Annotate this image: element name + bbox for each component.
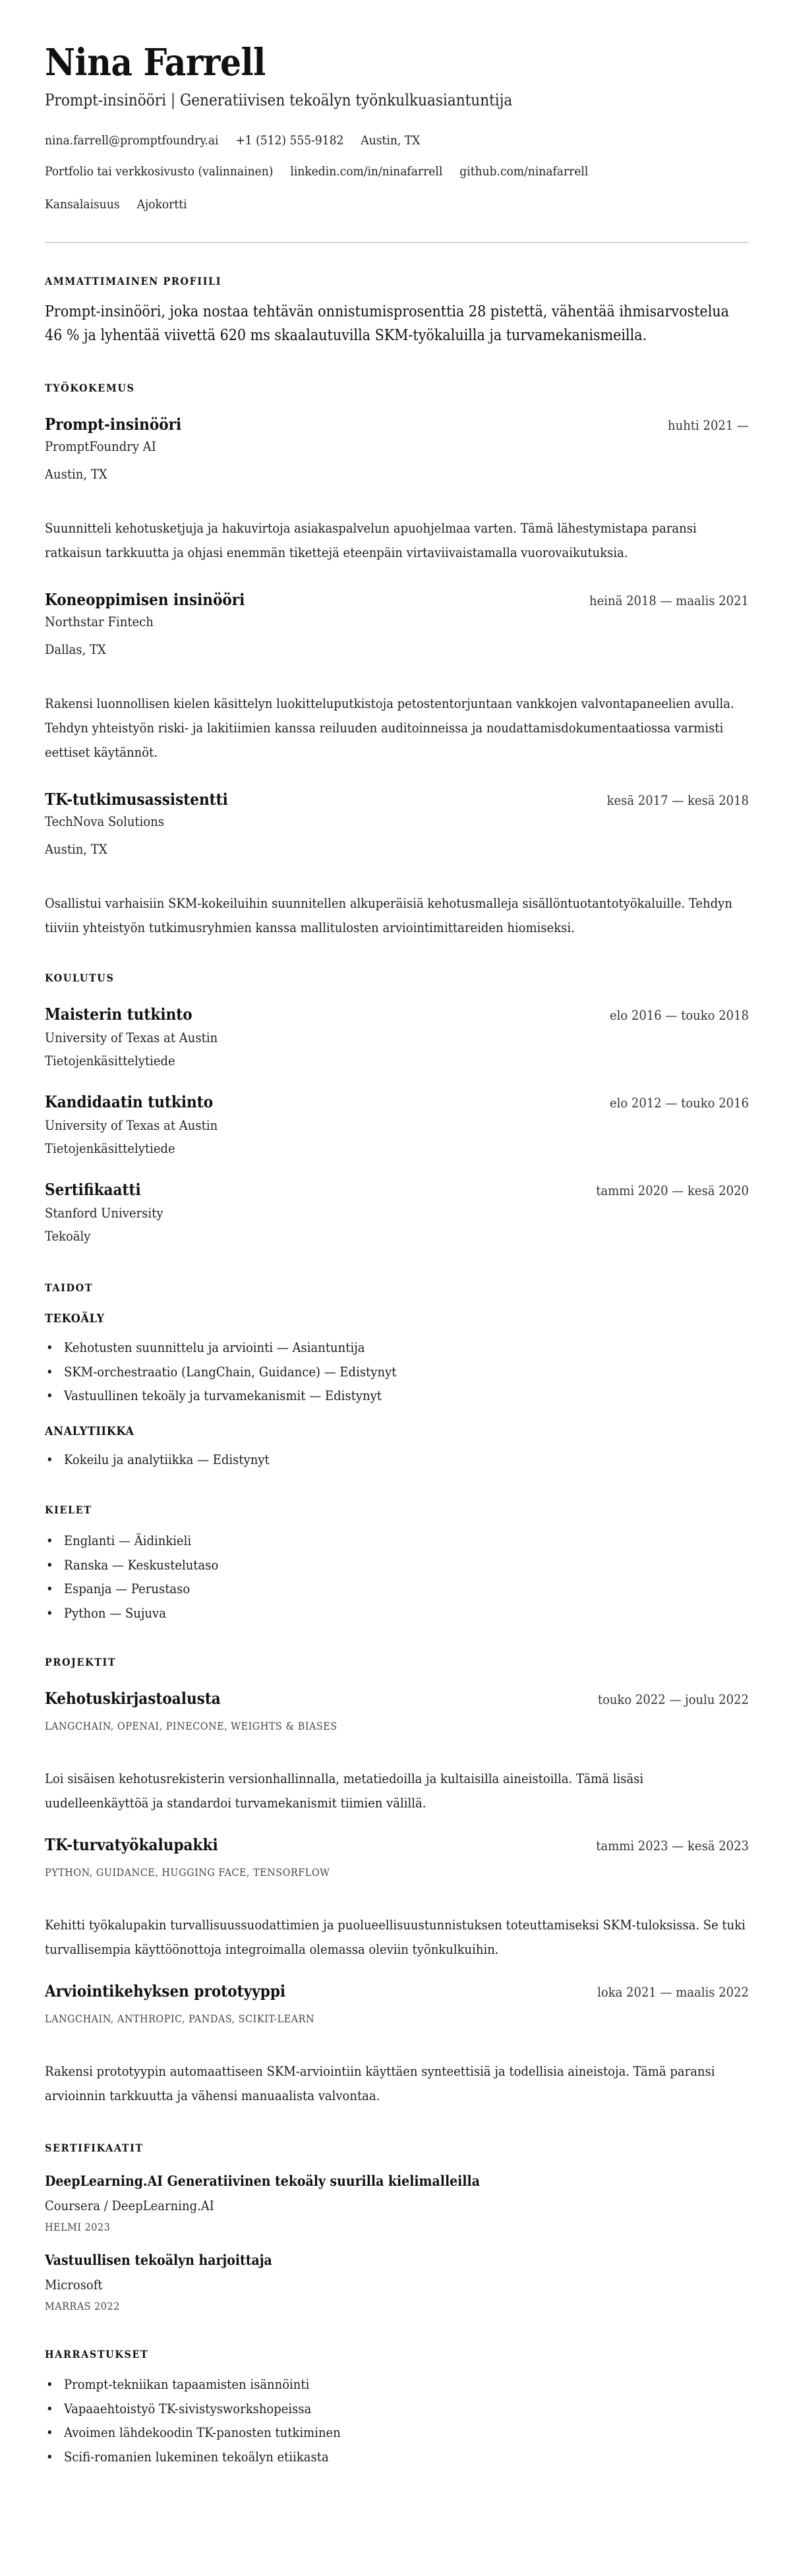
education-header — [45, 1092, 749, 1113]
education-dates: elo 2016 — touko 2018 — [609, 1007, 749, 1023]
certification-entry — [45, 2171, 749, 2235]
certification-date: MARRAS 2022 — [45, 2300, 120, 2312]
language-item: • Espanja — Perustaso — [45, 1577, 749, 1601]
drivers-license: Ajokortti — [136, 197, 187, 212]
project-tech-stack: PYTHON, GUIDANCE, HUGGING FACE, TENSORFLOW — [45, 1866, 330, 1879]
skill-item: • Kehotusten suunnittelu ja arviointi — Asiantuntija — [45, 1335, 749, 1360]
candidate-headline: Prompt-insinööri | Generatiivisen tekoälyn työnkulkuasiantuntija — [45, 91, 513, 109]
github-link[interactable]: github.com/ninafarrell — [459, 164, 589, 179]
certification-date: HELMI 2023 — [45, 2221, 111, 2233]
certifications-list — [45, 2171, 749, 2314]
project-entry — [45, 1688, 749, 1815]
certification-issuer: Coursera / DeepLearning.AI — [45, 2198, 214, 2213]
certification-issuer: Microsoft — [45, 2277, 103, 2293]
project-header — [45, 1981, 749, 2002]
education-entry — [45, 1004, 749, 1072]
section-heading-certifications: SERTIFIKAATIT — [45, 2142, 144, 2154]
language-item: • Python — Sujuva — [45, 1601, 749, 1625]
job-entry — [45, 789, 749, 940]
project-entry — [45, 1981, 749, 2108]
hobby-item: • Scifi-romanien lukeminen tekoälyn etiikasta — [45, 2445, 749, 2469]
skill-item: • Kokeilu ja analytiikka — Edistynyt — [45, 1448, 749, 1472]
job-description: Rakensi luonnollisen kielen käsittelyn luokitteluputkistoja petostentorjuntaan vankkojen valvontapaneelien avulla. Tehdyn yhteistyön riski- ja lakitiimien kanssa reiluuden auditoinneissa ja noudattamisdokumentaatiossa varmisti eettiset käytännöt. — [45, 695, 734, 760]
job-location: Dallas, TX — [45, 641, 106, 657]
job-entry — [45, 589, 749, 765]
education-dates: tammi 2020 — kesä 2020 — [596, 1183, 749, 1198]
project-title: Kehotuskirjastoalusta — [45, 1689, 221, 1708]
location: Austin, TX — [361, 133, 421, 148]
language-item: • Ranska — Keskustelutaso — [45, 1553, 749, 1577]
education-header — [45, 1179, 749, 1200]
project-entry — [45, 1834, 749, 1962]
project-description: Loi sisäisen kehotusrekisterin versionhallinnalla, metatiedoilla ja kultaisilla aineistoilla. Tämä lisäsi uudelleenkäyttöä ja standardoi turvamekanismit tiimien välillä. — [45, 1771, 644, 1811]
field-of-study: Tietojenkäsittelytiede — [45, 1053, 175, 1068]
section-heading-profile: AMMATTIMAINEN PROFIILI — [45, 275, 222, 287]
phone-number[interactable]: +1 (512) 555-9182 — [235, 133, 344, 148]
certification-title: Vastuullisen tekoälyn harjoittaja — [45, 2252, 272, 2268]
project-tech-stack: LANGCHAIN, OPENAI, PINECONE, WEIGHTS & BIASES — [45, 1720, 337, 1732]
resume-page — [0, 42, 791, 2508]
job-dates: huhti 2021 — — [668, 417, 749, 433]
section-heading-projects: PROJEKTIT — [45, 1656, 117, 1668]
degree-title: Maisterin tutkinto — [45, 1005, 192, 1024]
institution: University of Texas at Austin — [45, 1117, 218, 1133]
job-dates: kesä 2017 — kesä 2018 — [606, 792, 749, 808]
institution: University of Texas at Austin — [45, 1030, 218, 1045]
job-entry — [45, 414, 749, 565]
skill-item: • SKM-orchestraatio (LangChain, Guidance) — Edistynyt — [45, 1360, 749, 1384]
degree-title: Sertifikaatti — [45, 1180, 141, 1199]
section-heading-skills: TAIDOT — [45, 1281, 94, 1294]
job-header — [45, 789, 749, 810]
skill-category-heading: ANALYTIIKKA — [45, 1424, 134, 1438]
project-header — [45, 1834, 749, 1856]
linkedin-link[interactable]: linkedin.com/in/ninafarrell — [290, 164, 443, 179]
section-heading-hobbies: HARRASTUKSET — [45, 2348, 149, 2360]
project-description: Rakensi prototyypin automaattiseen SKM-arviointiin käyttäen synteettisiä ja todellisia aineistoja. Tämä paransi arvioinnin tarkkuutta ja vähensi manuaalista valvontaa. — [45, 2063, 715, 2103]
languages-list — [45, 1529, 749, 1625]
education-list — [45, 1004, 749, 1248]
header-divider — [45, 242, 749, 243]
job-location: Austin, TX — [45, 841, 107, 857]
projects-list — [45, 1688, 749, 2108]
job-description: Osallistui varhaisiin SKM-kokeiluihin suunnitellen alkuperäisiä kehotusmalleja sisällöntuotantotyökaluille. Tehdyn tiiviin yhteistyön tutkimusryhmien kanssa mallitulosten arviointimittareiden hiomiseksi. — [45, 895, 732, 935]
job-header — [45, 414, 749, 435]
project-dates: touko 2022 — joulu 2022 — [597, 1691, 749, 1707]
field-of-study: Tietojenkäsittelytiede — [45, 1140, 175, 1156]
hobby-item: • Prompt-tekniikan tapaamisten isännöinti — [45, 2372, 749, 2397]
skills-list — [45, 1311, 749, 1471]
job-title: Prompt-insinööri — [45, 415, 182, 434]
job-company: PromptFoundry AI — [45, 438, 156, 454]
skill-list — [45, 1335, 749, 1408]
project-description: Kehitti työkalupakin turvallisuussuodattimien ja puolueellisuustunnistuksen toteuttamiseksi SKM-tuloksissa. Se tuki turvallisempia käyttöönottoja integroimalla olemassa oleviin työnkulkuihin. — [45, 1917, 746, 1957]
section-heading-experience: TYÖKOKEMUS — [45, 382, 135, 394]
certification-entry — [45, 2250, 749, 2314]
links-row — [45, 161, 749, 181]
hobby-item: • Avoimen lähdekoodin TK-panosten tutkiminen — [45, 2420, 749, 2445]
job-title: TK-tutkimusassistentti — [45, 790, 228, 809]
institution: Stanford University — [45, 1205, 163, 1221]
job-company: Northstar Fintech — [45, 614, 154, 629]
portfolio-link[interactable]: Portfolio tai verkkosivusto (valinnainen) — [45, 164, 274, 179]
job-title: Koneoppimisen insinööri — [45, 590, 245, 609]
degree-title: Kandidaatin tutkinto — [45, 1092, 214, 1111]
education-header — [45, 1004, 749, 1025]
job-dates: heinä 2018 — maalis 2021 — [589, 593, 749, 608]
section-heading-education: KOULUTUS — [45, 972, 115, 984]
education-entry — [45, 1179, 749, 1248]
hobby-item: • Vapaaehtoistyö TK-sivistysworkshopeissa — [45, 2397, 749, 2421]
project-header — [45, 1688, 749, 1709]
experience-list — [45, 414, 749, 940]
job-description: Suunnitteli kehotusketjuja ja hakuvirtoja asiakaspalvelun apuohjelmaa varten. Tämä lähestymistapa paransi ratkaisun tarkkuutta ja ohjasi enemmän tikettejä eteenpäin virtaviivaistamalla vuorovaikutuksia. — [45, 520, 697, 560]
education-entry — [45, 1092, 749, 1160]
skill-list — [45, 1448, 749, 1472]
project-title: Arviointikehyksen prototyyppi — [45, 1981, 286, 2001]
job-company: TechNova Solutions — [45, 813, 165, 829]
citizenship: Kansalaisuus — [45, 197, 120, 212]
skill-category-heading: TEKOÄLY — [45, 1312, 105, 1326]
education-dates: elo 2012 — touko 2016 — [609, 1095, 749, 1111]
field-of-study: Tekoäly — [45, 1228, 91, 1244]
project-dates: loka 2021 — maalis 2022 — [597, 1984, 749, 2000]
project-title: TK-turvatyökalupakki — [45, 1835, 218, 1854]
extra-info-row — [45, 194, 749, 214]
language-item: • Englanti — Äidinkieli — [45, 1529, 749, 1553]
skill-item: • Vastuullinen tekoäly ja turvamekanismit — Edistynyt — [45, 1384, 749, 1408]
email-link[interactable]: nina.farrell@promptfoundry.ai — [45, 133, 219, 148]
job-location: Austin, TX — [45, 466, 107, 482]
project-tech-stack: LANGCHAIN, ANTHROPIC, PANDAS, SCIKIT-LEARN — [45, 2012, 315, 2025]
job-header — [45, 589, 749, 610]
candidate-name: Nina Farrell — [45, 41, 266, 84]
hobbies-list — [45, 2372, 749, 2469]
project-dates: tammi 2023 — kesä 2023 — [596, 1838, 749, 1854]
certification-title: DeepLearning.AI Generatiivinen tekoäly suurilla kielimalleilla — [45, 2173, 480, 2189]
section-heading-languages: KIELET — [45, 1504, 92, 1516]
profile-summary: Prompt-insinööri, joka nostaa tehtävän onnistumisprosenttia 28 pistettä, vähentää ihmisarvostelua 46 % ja lyhentää viivettä 620 ms skaalautuvilla SKM-työkaluilla ja turvamekanismeilla. — [45, 303, 729, 344]
contact-row — [45, 131, 749, 150]
